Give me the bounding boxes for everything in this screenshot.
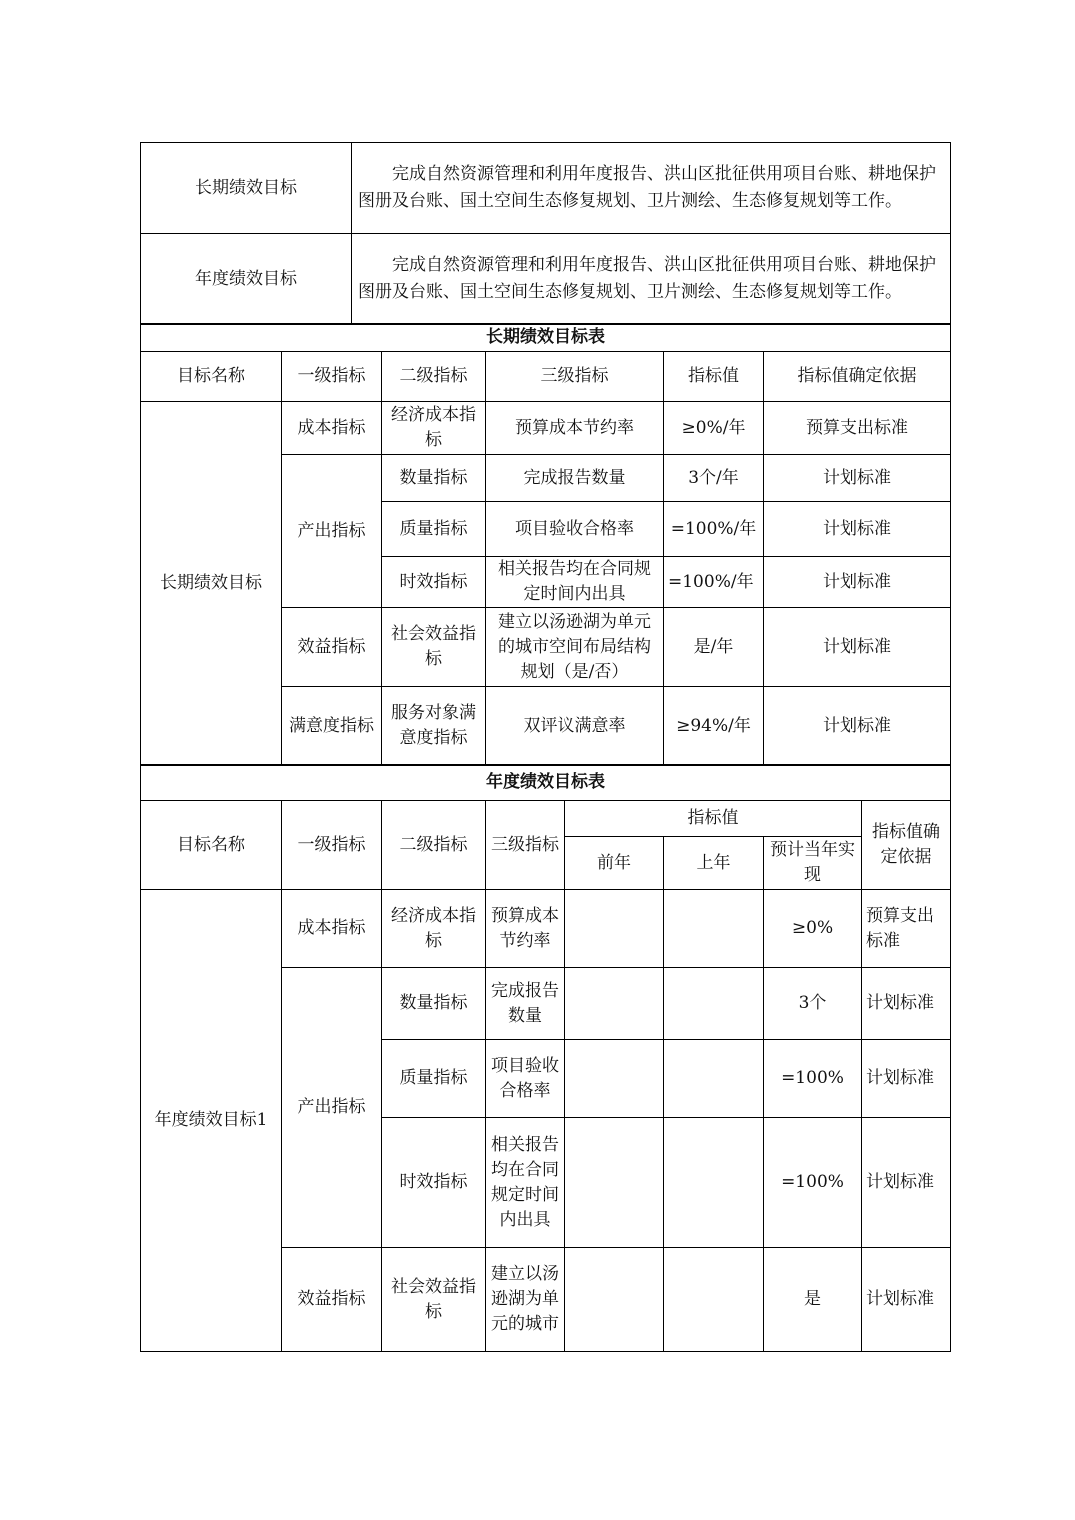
- annual-subheader-prev2: 前年: [565, 837, 664, 890]
- annual-level1-cost: 成本指标: [282, 890, 382, 968]
- long-value: =100%/年: [664, 502, 764, 557]
- annual-prev1: [664, 968, 764, 1040]
- annual-subheader-expected: 预计当年实现: [764, 837, 862, 890]
- long-level1-satisfaction: 满意度指标: [282, 687, 382, 766]
- annual-level3: 建立以汤逊湖为单元的城市: [486, 1248, 565, 1352]
- annual-prev2: [565, 890, 664, 968]
- long-level3: 双评议满意率: [486, 687, 664, 766]
- annual-level2: 社会效益指标: [382, 1248, 486, 1352]
- annual-basis: 计划标准: [862, 1248, 951, 1352]
- annual-header-level2: 二级指标: [382, 801, 486, 890]
- long-goal-text: 完成自然资源管理和利用年度报告、洪山区批征供用项目台账、耕地保护图册及台账、国土空间生态修复规划、卫片测绘、生态修复规划等工作。: [352, 143, 951, 234]
- long-value: =100%/年: [664, 557, 764, 608]
- long-basis: 计划标准: [764, 502, 951, 557]
- annual-level3: 相关报告均在合同规定时间内出具: [486, 1118, 565, 1248]
- long-level1-cost: 成本指标: [282, 402, 382, 455]
- long-header-level1: 一级指标: [282, 352, 382, 402]
- annual-level2: 质量指标: [382, 1040, 486, 1118]
- long-basis: 预算支出标准: [764, 402, 951, 455]
- annual-basis: 预算支出标准: [862, 890, 951, 968]
- long-level3: 相关报告均在合同规定时间内出具: [486, 557, 664, 608]
- long-level2: 社会效益指标: [382, 608, 486, 687]
- long-value: 是/年: [664, 608, 764, 687]
- long-header-goal-name: 目标名称: [141, 352, 282, 402]
- annual-goal-name: 年度绩效目标1: [141, 890, 282, 1352]
- long-level3: 完成报告数量: [486, 455, 664, 502]
- annual-prev1: [664, 890, 764, 968]
- annual-header-level1: 一级指标: [282, 801, 382, 890]
- long-basis: 计划标准: [764, 455, 951, 502]
- long-level3: 预算成本节约率: [486, 402, 664, 455]
- long-value: ≥0%/年: [664, 402, 764, 455]
- annual-table-title: 年度绩效目标表: [141, 765, 951, 801]
- long-term-goal-table: [140, 323, 951, 766]
- long-goal-name: 长期绩效目标: [141, 402, 282, 766]
- annual-level3: 项目验收合格率: [486, 1040, 565, 1118]
- annual-level3: 预算成本节约率: [486, 890, 565, 968]
- long-value: ≥94%/年: [664, 687, 764, 766]
- long-level2: 质量指标: [382, 502, 486, 557]
- annual-level2: 经济成本指标: [382, 890, 486, 968]
- long-basis: 计划标准: [764, 557, 951, 608]
- table-row: [141, 402, 951, 455]
- annual-header-basis: 指标值确定依据: [862, 801, 951, 890]
- annual-goal-table: [140, 764, 951, 1352]
- annual-subheader-prev1: 上年: [664, 837, 764, 890]
- long-level1-benefit: 效益指标: [282, 608, 382, 687]
- long-level1-output: 产出指标: [282, 455, 382, 608]
- annual-expected: ≥0%: [764, 890, 862, 968]
- long-level3: 建立以汤逊湖为单元的城市空间布局结构规划（是/否）: [486, 608, 664, 687]
- long-table-title: 长期绩效目标表: [141, 324, 951, 352]
- long-level3: 项目验收合格率: [486, 502, 664, 557]
- annual-prev1: [664, 1248, 764, 1352]
- long-header-basis: 指标值确定依据: [764, 352, 951, 402]
- annual-expected: =100%: [764, 1040, 862, 1118]
- annual-prev2: [565, 1118, 664, 1248]
- annual-level1-benefit: 效益指标: [282, 1248, 382, 1352]
- long-value: 3个/年: [664, 455, 764, 502]
- annual-prev1: [664, 1040, 764, 1118]
- annual-prev2: [565, 1248, 664, 1352]
- annual-prev1: [664, 1118, 764, 1248]
- annual-level1-output: 产出指标: [282, 968, 382, 1248]
- annual-basis: 计划标准: [862, 968, 951, 1040]
- long-level2: 服务对象满意度指标: [382, 687, 486, 766]
- long-header-value: 指标值: [664, 352, 764, 402]
- annual-level3: 完成报告数量: [486, 968, 565, 1040]
- long-basis: 计划标准: [764, 608, 951, 687]
- top-goals-table: [140, 142, 951, 325]
- annual-expected: 3个: [764, 968, 862, 1040]
- annual-prev2: [565, 1040, 664, 1118]
- annual-expected: =100%: [764, 1118, 862, 1248]
- long-header-level3: 三级指标: [486, 352, 664, 402]
- annual-header-goal-name: 目标名称: [141, 801, 282, 890]
- annual-goal-text: 完成自然资源管理和利用年度报告、洪山区批征供用项目台账、耕地保护图册及台账、国土空间生态修复规划、卫片测绘、生态修复规划等工作。: [352, 234, 951, 325]
- annual-prev2: [565, 968, 664, 1040]
- annual-basis: 计划标准: [862, 1118, 951, 1248]
- annual-expected: 是: [764, 1248, 862, 1352]
- annual-level2: 时效指标: [382, 1118, 486, 1248]
- table-row: [141, 890, 951, 968]
- annual-goal-label: 年度绩效目标: [141, 234, 352, 325]
- annual-header-value: 指标值: [565, 801, 862, 837]
- annual-header-level3: 三级指标: [486, 801, 565, 890]
- long-basis: 计划标准: [764, 687, 951, 766]
- long-level2: 时效指标: [382, 557, 486, 608]
- long-header-level2: 二级指标: [382, 352, 486, 402]
- long-goal-label: 长期绩效目标: [141, 143, 352, 234]
- annual-basis: 计划标准: [862, 1040, 951, 1118]
- long-level2: 数量指标: [382, 455, 486, 502]
- long-level2: 经济成本指标: [382, 402, 486, 455]
- annual-level2: 数量指标: [382, 968, 486, 1040]
